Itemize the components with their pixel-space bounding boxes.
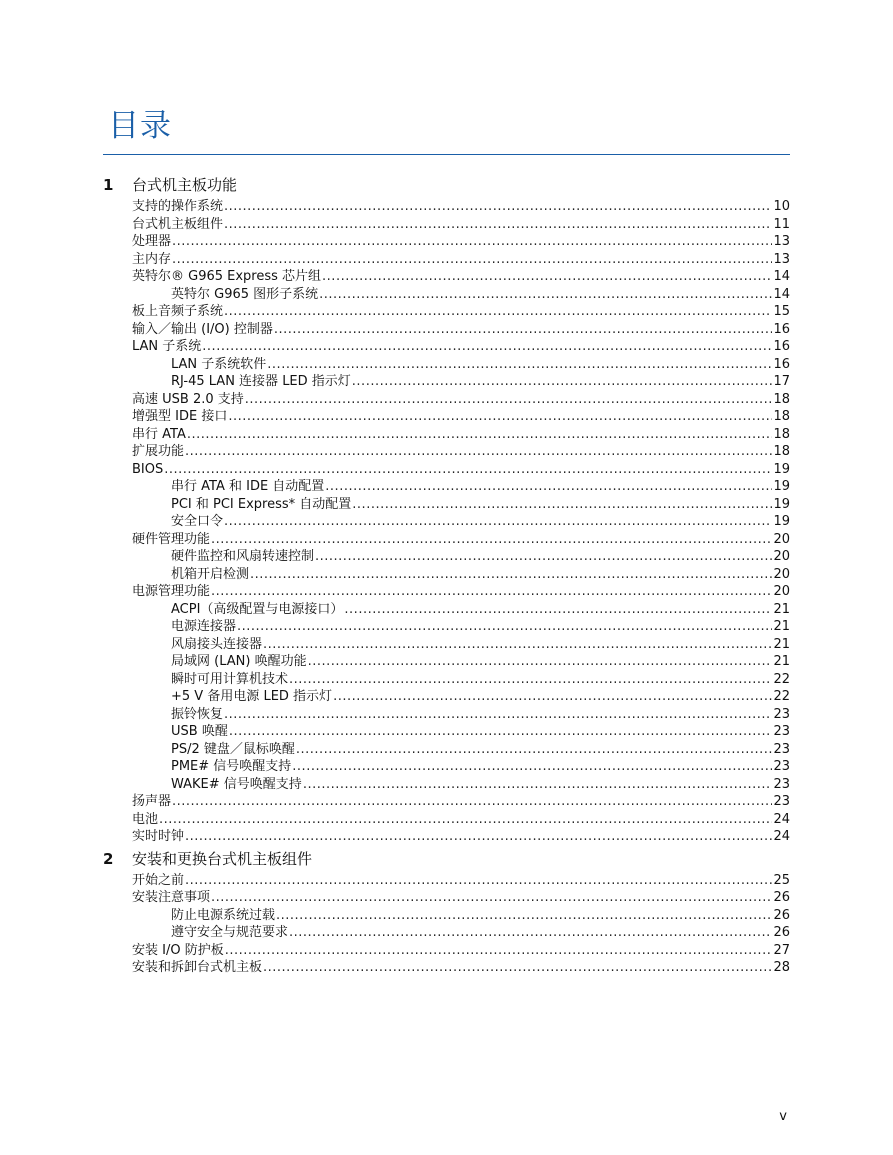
toc-page-number: 24 xyxy=(773,829,790,844)
toc-entry-label: 防止电源系统过载 xyxy=(171,907,276,923)
toc-entry[interactable] xyxy=(103,233,790,251)
toc-entry-label: 安全口令 xyxy=(171,514,224,529)
toc-entry-label: USB 唤醒 xyxy=(171,724,228,739)
toc-entry-label: 高速 USB 2.0 支持 xyxy=(132,391,244,407)
dot-leader xyxy=(211,583,772,601)
dot-leader xyxy=(159,811,772,829)
toc-page-number: 26 xyxy=(773,907,790,923)
toc-entry-label: 开始之前 xyxy=(132,872,185,888)
dot-leader xyxy=(172,251,772,269)
toc-subentry[interactable] xyxy=(103,548,790,566)
toc-entry[interactable] xyxy=(103,408,790,426)
toc-subentry[interactable] xyxy=(103,741,790,759)
toc-subentry[interactable] xyxy=(103,601,790,619)
toc-entry[interactable] xyxy=(103,828,790,846)
dot-leader xyxy=(187,426,773,444)
toc-entry-label: 串行 ATA xyxy=(132,426,186,442)
dot-leader xyxy=(303,776,773,794)
toc-entry[interactable] xyxy=(103,872,790,890)
chapter-number: 1 xyxy=(103,176,114,194)
toc-entry-label: 安装注意事项 xyxy=(132,890,211,905)
toc-entry-label: 硬件监控和风扇转速控制 xyxy=(171,549,315,564)
toc-page-number: 21 xyxy=(773,654,790,669)
toc-page-number: 23 xyxy=(773,706,790,722)
dot-leader xyxy=(211,889,772,907)
toc-entry[interactable] xyxy=(103,889,790,907)
toc-page-number: 18 xyxy=(773,426,790,442)
table-of-contents xyxy=(103,172,790,977)
dot-leader xyxy=(245,391,773,409)
dot-leader xyxy=(263,959,772,977)
toc-entry-label: 硬件管理功能 xyxy=(132,531,211,547)
toc-entry-label: 安装 I/O 防护板 xyxy=(132,942,224,958)
dot-leader xyxy=(224,198,772,216)
toc-page-number: 23 xyxy=(773,759,790,774)
toc-subentry[interactable] xyxy=(103,924,790,942)
toc-page-number: 26 xyxy=(773,925,790,940)
toc-entry-label: ACPI（高级配置与电源接口） xyxy=(171,601,344,617)
dot-leader xyxy=(237,618,772,636)
toc-entry-label: RJ-45 LAN 连接器 LED 指示灯 xyxy=(171,374,351,389)
toc-entry[interactable] xyxy=(103,391,790,409)
toc-page-number: 10 xyxy=(773,199,790,214)
toc-entry[interactable] xyxy=(103,793,790,811)
dot-leader xyxy=(224,216,772,234)
toc-page-number: 23 xyxy=(773,794,790,809)
dot-leader xyxy=(224,706,772,724)
toc-entry-label: 实时时钟 xyxy=(132,829,185,844)
toc-entry-label: LAN 子系统 xyxy=(132,339,202,354)
toc-subentry[interactable] xyxy=(103,723,790,741)
toc-entry-label: 主内存 xyxy=(132,251,172,267)
dot-leader xyxy=(228,408,772,426)
dot-leader xyxy=(289,671,772,689)
toc-subentry[interactable] xyxy=(103,758,790,776)
dot-leader xyxy=(185,872,772,890)
toc-page-number: 16 xyxy=(773,339,790,354)
toc-page-number: 14 xyxy=(773,286,790,302)
dot-leader xyxy=(250,566,772,584)
toc-entry-label: 振铃恢复 xyxy=(171,706,224,722)
dot-leader xyxy=(292,758,772,776)
toc-subentry[interactable] xyxy=(103,776,790,794)
toc-page-number: 16 xyxy=(773,356,790,372)
toc-entry[interactable] xyxy=(103,583,790,601)
toc-page-number: 16 xyxy=(773,321,790,337)
toc-entry-label: 扬声器 xyxy=(132,794,172,809)
toc-entry-label: 增强型 IDE 接口 xyxy=(132,409,228,424)
toc-subentry[interactable] xyxy=(103,671,790,689)
dot-leader xyxy=(185,443,772,461)
dot-leader xyxy=(289,924,772,942)
dot-leader xyxy=(267,356,772,374)
toc-entry[interactable] xyxy=(103,942,790,960)
dot-leader xyxy=(229,723,773,741)
toc-entry[interactable] xyxy=(103,321,790,339)
toc-entry[interactable] xyxy=(103,443,790,461)
toc-entry-label: 遵守安全与规范要求 xyxy=(171,925,289,940)
chapter-heading[interactable] xyxy=(103,846,790,872)
toc-entry-label: 输入／输出 (I/O) 控制器 xyxy=(132,321,273,337)
toc-page-number: 25 xyxy=(773,872,790,888)
toc-page-number: 18 xyxy=(773,391,790,407)
toc-page-number: 19 xyxy=(773,496,790,512)
page-title: 目录 xyxy=(108,108,172,144)
toc-page-number: 21 xyxy=(773,636,790,652)
toc-subentry[interactable] xyxy=(103,907,790,925)
toc-entry-label: PME# 信号唤醒支持 xyxy=(171,759,292,774)
chapter-title: 安装和更换台式机主板组件 xyxy=(132,849,313,868)
toc-page-number: 19 xyxy=(773,461,790,477)
dot-leader xyxy=(325,478,772,496)
toc-page-number: 20 xyxy=(773,531,790,547)
toc-entry-label: 机箱开启检测 xyxy=(171,566,250,582)
toc-entry-label: PCI 和 PCI Express* 自动配置 xyxy=(171,496,352,512)
chapter-entries xyxy=(103,872,790,977)
dot-leader xyxy=(263,636,772,654)
title-divider xyxy=(103,154,790,155)
toc-page-number: 17 xyxy=(773,374,790,389)
toc-entry[interactable] xyxy=(103,338,790,356)
dot-leader xyxy=(352,373,773,391)
toc-page-number: 27 xyxy=(773,942,790,958)
dot-leader xyxy=(322,268,772,286)
dot-leader xyxy=(315,548,772,566)
dot-leader xyxy=(164,461,772,479)
dot-leader xyxy=(185,828,772,846)
toc-entry-label: 安装和拆卸台式机主板 xyxy=(132,960,263,975)
toc-entry[interactable] xyxy=(103,303,790,321)
dot-leader xyxy=(224,303,772,321)
toc-entry-label: +5 V 备用电源 LED 指示灯 xyxy=(171,689,333,704)
chapter-entries xyxy=(103,198,790,846)
dot-leader xyxy=(333,688,772,706)
toc-entry-label: 英特尔® G965 Express 芯片组 xyxy=(132,269,322,284)
toc-page-number: 20 xyxy=(773,549,790,564)
toc-entry-label: LAN 子系统软件 xyxy=(171,356,267,372)
toc-entry[interactable] xyxy=(103,268,790,286)
toc-entry-label: 局域网 (LAN) 唤醒功能 xyxy=(171,654,307,669)
toc-subentry[interactable] xyxy=(103,373,790,391)
toc-entry[interactable] xyxy=(103,959,790,977)
toc-entry-label: 处理器 xyxy=(132,234,172,249)
toc-subentry[interactable] xyxy=(103,636,790,654)
toc-page-number: 28 xyxy=(773,960,790,975)
toc-subentry[interactable] xyxy=(103,496,790,514)
toc-subentry[interactable] xyxy=(103,618,790,636)
toc-page-number: 26 xyxy=(773,890,790,905)
toc-entry-label: 板上音频子系统 xyxy=(132,304,224,319)
toc-subentry[interactable] xyxy=(103,566,790,584)
toc-entry[interactable] xyxy=(103,426,790,444)
chapter-title: 台式机主板功能 xyxy=(132,176,238,194)
dot-leader xyxy=(276,907,772,925)
toc-entry-label: 电源连接器 xyxy=(171,619,237,634)
toc-entry-label: 风扇接头连接器 xyxy=(171,636,263,652)
dot-leader xyxy=(202,338,772,356)
dot-leader xyxy=(172,233,772,251)
toc-page-number: 18 xyxy=(773,409,790,424)
dot-leader xyxy=(296,741,773,759)
dot-leader xyxy=(344,601,772,619)
toc-page-number: 18 xyxy=(773,444,790,459)
toc-subentry[interactable] xyxy=(103,286,790,304)
toc-page-number: 21 xyxy=(773,601,790,617)
toc-entry[interactable] xyxy=(103,811,790,829)
toc-page-number: 23 xyxy=(773,741,790,757)
toc-page-number: 23 xyxy=(773,776,790,792)
chapter-number: 2 xyxy=(103,849,114,868)
toc-entry-label: BIOS xyxy=(132,461,164,477)
toc-subentry[interactable] xyxy=(103,478,790,496)
toc-entry[interactable] xyxy=(103,198,790,216)
chapter-heading[interactable] xyxy=(103,172,790,198)
toc-entry[interactable] xyxy=(103,531,790,549)
footer-page-number: v xyxy=(779,1109,787,1124)
dot-leader xyxy=(352,496,772,514)
toc-page-number: 19 xyxy=(773,514,790,529)
toc-entry-label: 扩展功能 xyxy=(132,444,185,459)
toc-entry-label: 串行 ATA 和 IDE 自动配置 xyxy=(171,479,325,494)
toc-page-number: 13 xyxy=(773,234,790,249)
toc-page-number: 13 xyxy=(773,251,790,267)
toc-page-number: 11 xyxy=(773,216,790,232)
dot-leader xyxy=(274,321,773,339)
toc-subentry[interactable] xyxy=(103,513,790,531)
toc-entry[interactable] xyxy=(103,461,790,479)
toc-entry[interactable] xyxy=(103,251,790,269)
toc-page-number: 20 xyxy=(773,584,790,599)
toc-page-number: 24 xyxy=(773,811,790,827)
toc-page-number: 22 xyxy=(773,689,790,704)
toc-entry-label: 瞬时可用计算机技术 xyxy=(171,671,289,687)
dot-leader xyxy=(211,531,772,549)
toc-page-number: 22 xyxy=(773,671,790,687)
toc-subentry[interactable] xyxy=(103,706,790,724)
toc-entry-label: PS/2 键盘／鼠标唤醒 xyxy=(171,741,295,757)
toc-entry[interactable] xyxy=(103,216,790,234)
dot-leader xyxy=(308,653,773,671)
toc-entry-label: 电源管理功能 xyxy=(132,584,211,599)
dot-leader xyxy=(172,793,772,811)
toc-entry-label: 支持的操作系统 xyxy=(132,199,224,214)
toc-page-number: 14 xyxy=(773,269,790,284)
toc-page-number: 15 xyxy=(773,304,790,319)
dot-leader xyxy=(224,513,772,531)
toc-subentry[interactable] xyxy=(103,356,790,374)
toc-subentry[interactable] xyxy=(103,653,790,671)
dot-leader xyxy=(319,286,772,304)
toc-subentry[interactable] xyxy=(103,688,790,706)
toc-page-number: 23 xyxy=(773,724,790,739)
toc-page-number: 21 xyxy=(773,619,790,634)
toc-entry-label: 英特尔 G965 图形子系统 xyxy=(171,286,319,302)
toc-page-number: 20 xyxy=(773,566,790,582)
dot-leader xyxy=(225,942,773,960)
toc-entry-label: 电池 xyxy=(132,811,159,827)
toc-page-number: 19 xyxy=(773,479,790,494)
toc-entry-label: WAKE# 信号唤醒支持 xyxy=(171,776,302,792)
toc-entry-label: 台式机主板组件 xyxy=(132,216,224,232)
